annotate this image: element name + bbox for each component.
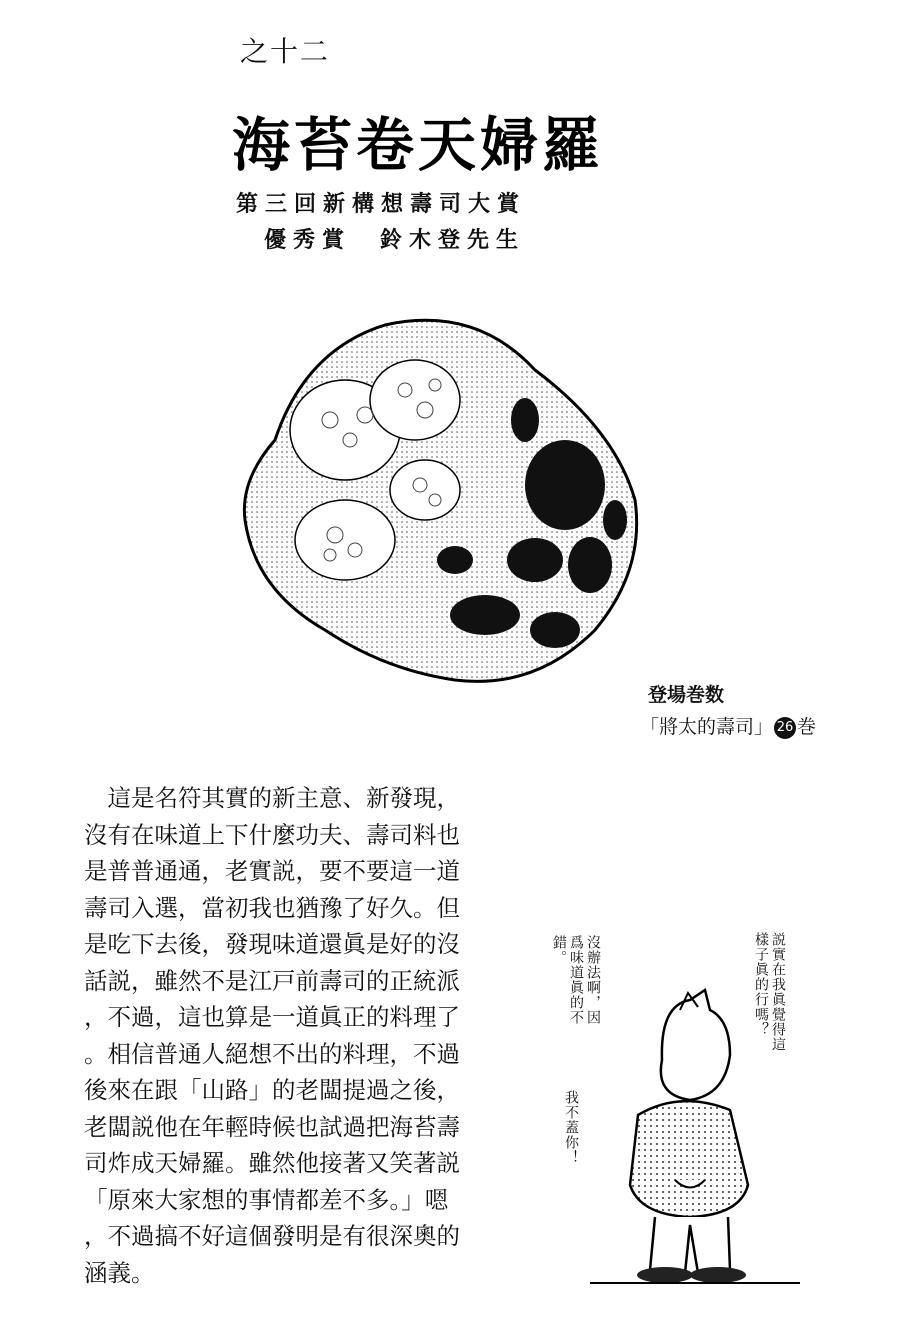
award-line-2: 優秀賞 鈴木登先生 [264, 227, 526, 253]
text-line: 。相信普通人絕想不出的料理，不過 [84, 1039, 460, 1068]
text-line: 司炸成天婦羅。雖然他接著又笑著説 [84, 1149, 460, 1177]
text-line: 老闆説他在年輕時候也試過把海苔壽 [84, 1112, 460, 1141]
award-caption [236, 186, 526, 258]
commentary-text [84, 780, 524, 1291]
text-line: 是普普通通，老實説，要不要這一道 [84, 857, 460, 885]
text-line: ，不過，這也算是一道眞正的料理了 [84, 1003, 460, 1031]
chapter-number: 之十二 [240, 35, 331, 68]
text-line: 沒有在味道上下什麼功夫、壽司料也 [84, 820, 460, 849]
text-line: 後來在跟「山路」的老闆提過之後， [84, 1076, 460, 1104]
volume-number-badge: 26 [774, 717, 796, 739]
volume-series-title: 「將太的壽司」 [640, 716, 774, 738]
text-line: 這是名符其實的新主意、新發現， [84, 784, 460, 812]
speech-bubble-reassure: 沒辦法啊，因爲味道眞的不錯。 [551, 935, 601, 1025]
volume-reference [640, 712, 816, 739]
volume-label: 登場巻数 [648, 684, 725, 706]
award-line-1: 第三回新構想壽司大賞 [236, 191, 527, 217]
dish-title: 海苔卷天婦羅 [232, 111, 605, 179]
volume-suffix: 巻 [797, 716, 817, 738]
text-line: 涵義。 [84, 1258, 155, 1287]
author-caricature [570, 985, 810, 1290]
sushi-tempura-illustration [235, 310, 645, 690]
text-line: 壽司入選，當初我也猶豫了好久。但 [84, 893, 460, 922]
text-line: 是吃下去後，發現味道還眞是好的沒 [84, 930, 460, 958]
speech-bubble-doubt: 説實在我眞覺得這樣子眞的行嗎？ [753, 932, 786, 1052]
text-line: ，不過搞不好這個發明是有很深奧的 [84, 1222, 460, 1250]
text-line: 「原來大家想的事情都差不多。」嗯 [84, 1185, 449, 1214]
text-line: 話説，雖然不是江戸前壽司的正統派 [84, 966, 460, 995]
speech-bubble-insist: 我不蓋你！ [563, 1090, 579, 1165]
